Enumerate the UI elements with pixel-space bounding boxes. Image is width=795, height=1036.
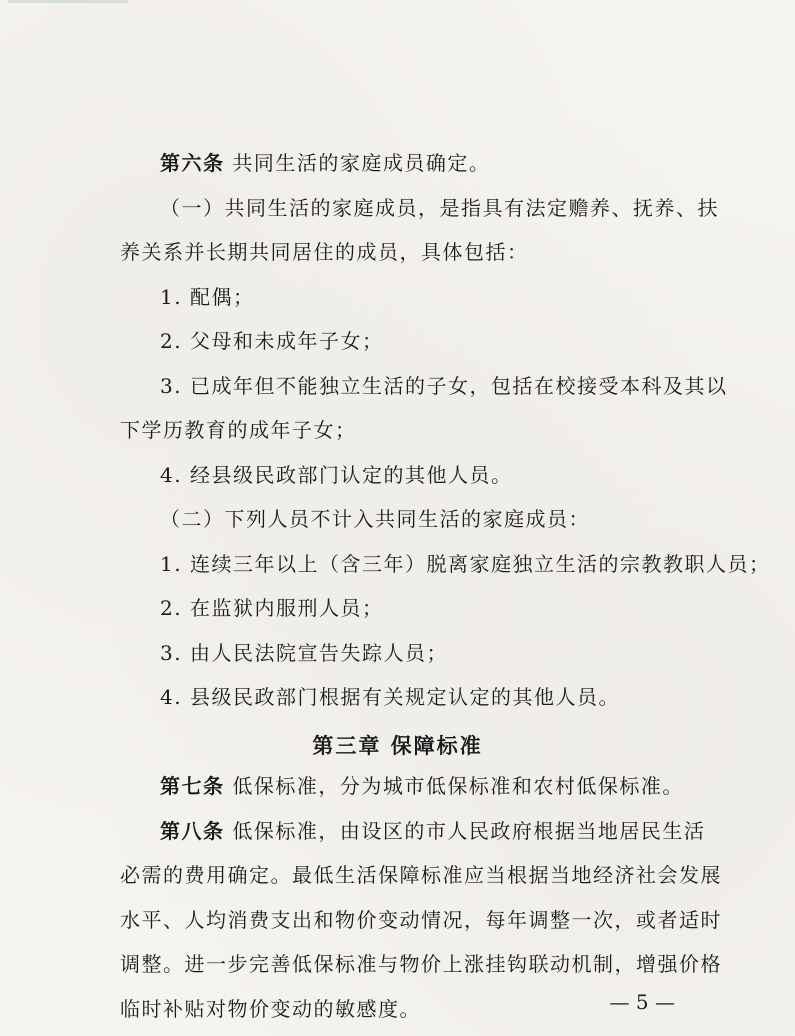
text-line: [160, 151, 490, 175]
article-label: 第六条: [160, 151, 225, 175]
line-text: 2. 父母和未成年子女；: [160, 329, 384, 353]
text-line: [120, 863, 722, 887]
line-text: 2. 在监狱内服刑人员；: [160, 596, 384, 620]
text-line: [160, 507, 590, 531]
line-text: 1. 配偶；: [160, 284, 255, 309]
line-text: 低保标准，分为城市低保标准和农村低保标准。: [224, 774, 684, 798]
line-text: 水平、人均消费支出和物价变动情况，每年调整一次，或者适时: [120, 907, 722, 932]
line-text: （一）共同生活的家庭成员，是指具有法定赡养、抚养、扶: [160, 195, 719, 220]
text-line: [160, 552, 770, 576]
text-line: [160, 596, 383, 620]
text-line: [160, 641, 448, 665]
scan-artifact: [8, 0, 128, 3]
text-line: [120, 952, 722, 976]
text-line: [120, 908, 722, 932]
line-text: （二）下列人员不计入共同生活的家庭成员：: [160, 507, 590, 531]
chapter-title: 第三章 保障标准: [312, 732, 483, 758]
line-text: 3. 由人民法院宣告失踪人员；: [160, 640, 448, 665]
text-line: [160, 774, 684, 798]
text-line: [160, 374, 727, 398]
line-text: 低保标准，由设区的市人民政府根据当地居民生活: [224, 818, 706, 843]
text-line: [120, 240, 529, 264]
article-label: 第八条: [160, 818, 225, 843]
text-line: [160, 819, 705, 843]
line-text: 3. 已成年但不能独立生活的子女，包括在校接受本科及其以: [160, 373, 728, 398]
text-line: [160, 285, 254, 309]
text-line: [160, 463, 512, 487]
line-text: 下学历教育的成年子女；: [120, 418, 357, 442]
line-text: 调整。进一步完善低保标准与物价上涨挂钩联动机制，增强价格: [120, 952, 722, 976]
line-text: 必需的费用确定。最低生活保障标准应当根据当地经济社会发展: [120, 863, 722, 887]
line-text: 4. 经县级民政部门认定的其他人员。: [160, 462, 513, 487]
text-line: [160, 196, 719, 220]
page-number: — 5 —: [609, 990, 675, 1014]
article-label: 第七条: [160, 774, 225, 798]
text-line: [120, 418, 357, 442]
line-text: 共同生活的家庭成员确定。: [224, 151, 491, 175]
line-text: 4. 县级民政部门根据有关规定认定的其他人员。: [160, 685, 620, 709]
line-text: 1. 连续三年以上（含三年）脱离家庭独立生活的宗教教职人员；: [160, 551, 771, 576]
text-line: [160, 685, 620, 709]
line-text: 临时补贴对物价变动的敏感度。: [120, 996, 421, 1021]
text-line: [160, 329, 383, 353]
text-line: [120, 997, 421, 1021]
line-text: 养关系并长期共同居住的成员，具体包括：: [120, 240, 529, 264]
